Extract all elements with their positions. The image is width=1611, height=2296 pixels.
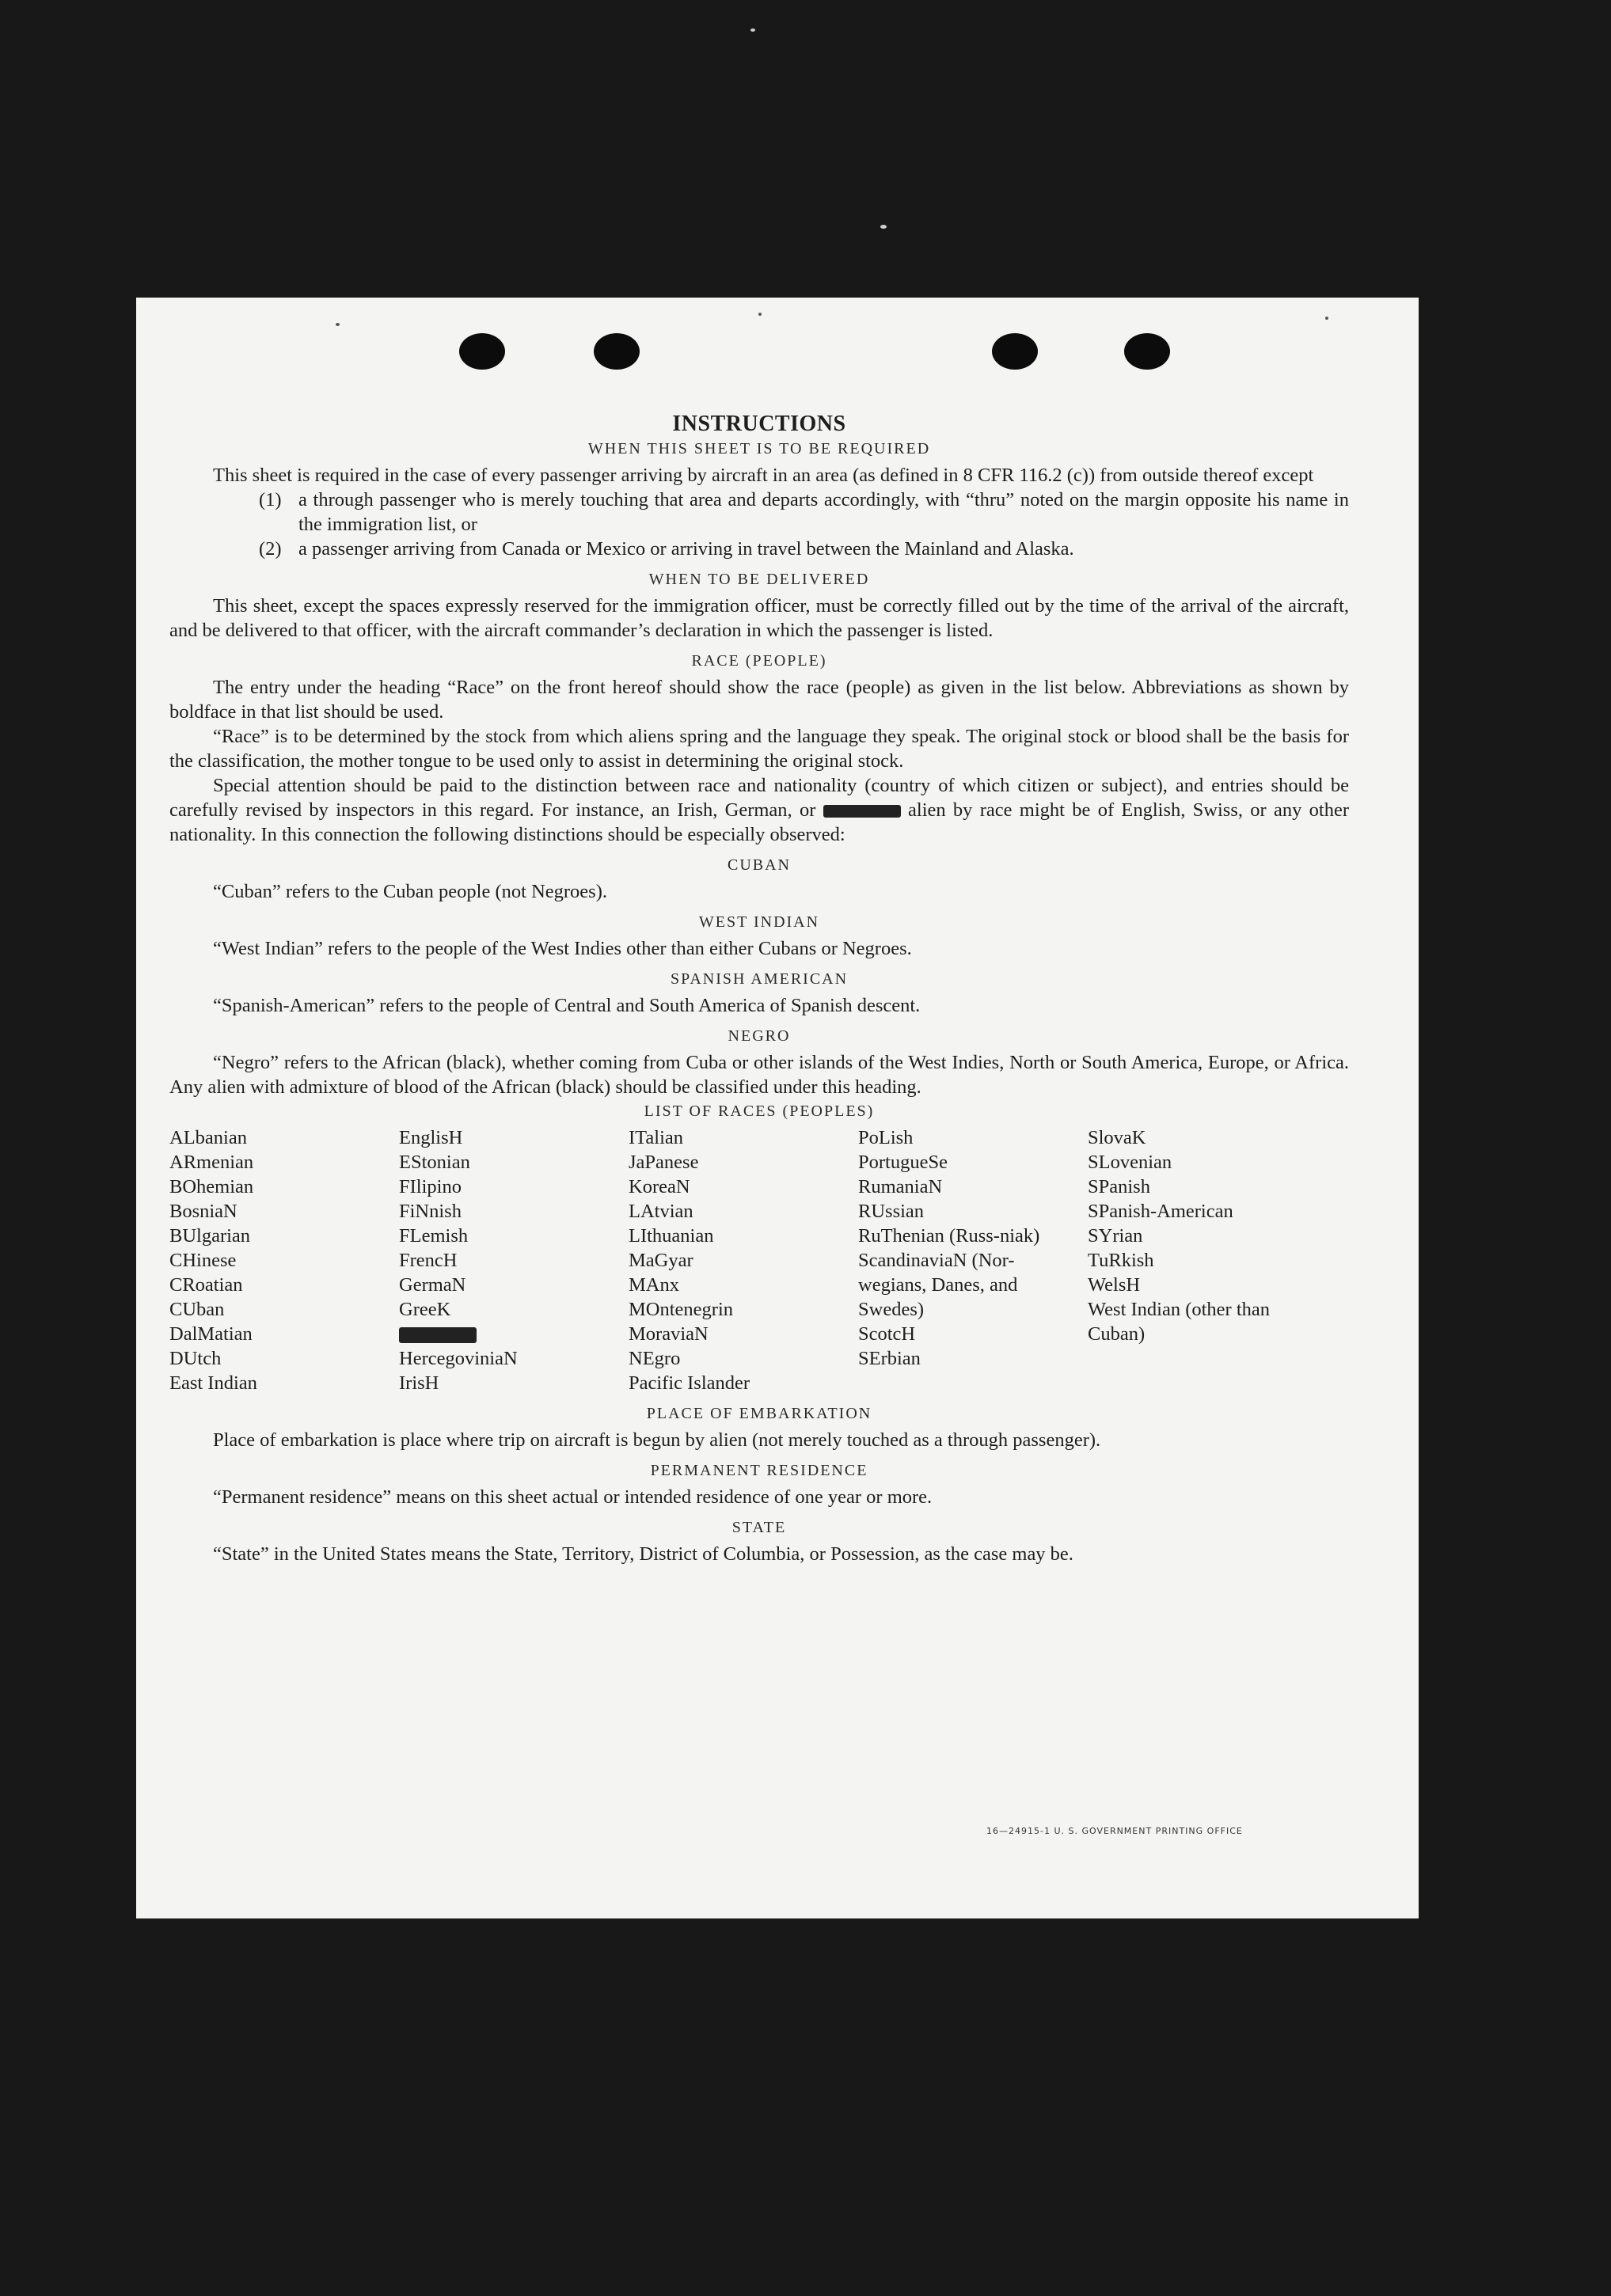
instruction-sheet: [136, 298, 1419, 1918]
punch-hole: [1124, 333, 1170, 370]
race-entry: LAtvian: [629, 1201, 693, 1222]
race-entry: FrencH: [399, 1250, 458, 1271]
paragraph: “Negro” refers to the African (black), whether coming from Cuba or other islands of the West Indies, North or South America, Europe, or Africa. Any alien with admixture of blood of the African (black) should be classified under this heading.: [169, 1052, 1349, 1098]
paper-mark: [1325, 317, 1328, 320]
scan-speck: [880, 225, 887, 229]
race-column: [1088, 1125, 1325, 1395]
race-entry: SPanish-American: [1088, 1201, 1233, 1222]
race-entry: BosniaN: [169, 1201, 237, 1222]
race-entry: WelsH: [1088, 1274, 1141, 1296]
paper-mark: [758, 313, 762, 316]
race-entry: DUtch: [169, 1348, 222, 1369]
race-entry: MaGyar: [629, 1250, 693, 1271]
race-entry: ARmenian: [169, 1152, 254, 1173]
race-column: [169, 1125, 399, 1395]
race-entry: MoraviaN: [629, 1323, 709, 1345]
race-entry: FLemish: [399, 1225, 469, 1247]
paragraph: Place of embarkation is place where trip on aircraft is begun by alien (not merely touched as a through passenger).: [213, 1429, 1101, 1451]
race-entry: MOntenegrin: [629, 1299, 733, 1320]
section-heading: PLACE OF EMBARKATION: [646, 1405, 872, 1422]
race-entry: SLovenian: [1088, 1152, 1172, 1173]
race-entry: RumaniaN: [858, 1176, 943, 1197]
race-entry: ScotcH: [858, 1323, 916, 1345]
paragraph: “State” in the United States means the State, Territory, District of Columbia, or Possession, as the case may be.: [213, 1543, 1073, 1565]
race-entry: JaPanese: [629, 1152, 699, 1173]
race-column: [399, 1125, 629, 1395]
race-entry: FIlipino: [399, 1176, 462, 1197]
paper-mark: [336, 323, 340, 326]
race-entry: CRoatian: [169, 1274, 243, 1296]
list-item: [169, 488, 1349, 537]
race-entry: GreeK: [399, 1299, 451, 1320]
race-entry: IrisH: [399, 1372, 439, 1394]
item-text: a passenger arriving from Canada or Mexico or arriving in travel between the Mainland and Alaska.: [298, 538, 1074, 560]
race-entry: West Indian (other than Cuban): [1088, 1299, 1271, 1345]
race-entry: LIthuanian: [629, 1225, 714, 1247]
paragraph: [169, 773, 1349, 847]
race-entry: ITalian: [629, 1127, 684, 1148]
punch-hole: [459, 333, 505, 370]
race-column: [629, 1125, 858, 1395]
page-title: INSTRUCTIONS: [672, 412, 846, 436]
item-number: (1): [259, 489, 282, 510]
race-entry: Pacific Islander: [629, 1372, 750, 1394]
punch-hole: [992, 333, 1038, 370]
section-heading: LIST OF RACES (PEOPLES): [644, 1102, 875, 1120]
scan-speck: [750, 28, 755, 32]
race-entry: KoreaN: [629, 1176, 690, 1197]
race-entry: EStonian: [399, 1152, 470, 1173]
race-column: [858, 1125, 1088, 1395]
race-entry: SPanish: [1088, 1176, 1150, 1197]
race-entry: SErbian: [858, 1348, 921, 1369]
race-entry: RuThenian (Russ-niak): [858, 1225, 1040, 1247]
section-heading: SPANISH AMERICAN: [670, 970, 849, 988]
section-heading: NEGRO: [728, 1027, 791, 1045]
paragraph: “West Indian” refers to the people of the West Indies other than either Cubans or Negroes.: [213, 938, 912, 959]
race-entry: East Indian: [169, 1372, 257, 1394]
section-heading: PERMANENT RESIDENCE: [650, 1462, 868, 1479]
section-heading: RACE (PEOPLE): [691, 652, 827, 670]
race-entry: SYrian: [1088, 1225, 1143, 1247]
paragraph: “Spanish-American” refers to the people of Central and South America of Spanish descent.: [213, 995, 921, 1016]
race-entry: TuRkish: [1088, 1250, 1154, 1271]
paragraph: This sheet, except the spaces expressly reserved for the immigration officer, must be correctly filled out by the time of the arrival of the aircraft, and be delivered to that officer, with the aircraft commander’s declaration in which the passenger is listed.: [169, 595, 1349, 641]
race-entry: SlovaK: [1088, 1127, 1146, 1148]
redacted-race-entry: [399, 1322, 629, 1346]
section-heading: STATE: [731, 1519, 787, 1536]
race-entry: NEgro: [629, 1348, 681, 1369]
redaction-mark: [399, 1327, 477, 1343]
race-entry: CUban: [169, 1299, 225, 1320]
race-list: [169, 1125, 1349, 1395]
section-heading: CUBAN: [727, 856, 791, 874]
item-text: a through passenger who is merely touching that area and departs accordingly, with “thru” noted on the margin opposite his name in the immigration list, or: [298, 489, 1349, 535]
paragraph: “Cuban” refers to the Cuban people (not Negroes).: [213, 881, 607, 902]
punch-hole: [594, 333, 640, 370]
list-item: [169, 537, 1349, 561]
race-entry: BOhemian: [169, 1176, 254, 1197]
item-number: (2): [259, 538, 282, 560]
race-entry: ALbanian: [169, 1127, 247, 1148]
race-entry: HercegoviniaN: [399, 1348, 518, 1369]
race-entry: EnglisH: [399, 1127, 463, 1148]
race-entry: PoLish: [858, 1127, 914, 1148]
section-heading: WEST INDIAN: [698, 913, 820, 931]
race-entry: FiNnish: [399, 1201, 462, 1222]
race-entry: MAnx: [629, 1274, 679, 1296]
paragraph: The entry under the heading “Race” on the front hereof should show the race (people) as given in the list below. Abbreviations as shown by boldface in that list should be used.: [169, 677, 1349, 723]
section-heading: WHEN THIS SHEET IS TO BE REQUIRED: [587, 440, 931, 457]
paragraph: This sheet is required in the case of every passenger arriving by aircraft in an area (as defined in 8 CFR 116.2 (c)) from outside thereof except: [213, 465, 1314, 486]
printer-imprint: 16—24915-1 U. S. GOVERNMENT PRINTING OFFICE: [986, 1826, 1243, 1836]
redaction-mark: [823, 805, 901, 818]
race-entry: DalMatian: [169, 1323, 253, 1345]
race-entry: RUssian: [858, 1201, 925, 1222]
race-entry: GermaN: [399, 1274, 466, 1296]
race-entry: PortugueSe: [858, 1152, 948, 1173]
race-entry: ScandinaviaN (Nor-wegians, Danes, and Swedes): [858, 1250, 1018, 1320]
race-entry: BUlgarian: [169, 1225, 251, 1247]
paragraph: “Race” is to be determined by the stock from which aliens spring and the language they speak. The original stock or blood shall be the basis for the classification, the mother tongue to be used only to assist in determining the original stock.: [169, 726, 1349, 772]
instructions-content: [169, 412, 1349, 1566]
paragraph-part: Special attention should be paid to the distinction between race and nationality (country of which citizen or subject), and entries should be carefully revised by inspectors in this regard. For instance, an Irish, German, or: [169, 775, 1349, 821]
section-heading: WHEN TO BE DELIVERED: [648, 571, 870, 588]
paragraph-part: alien by race might be of English, Swiss, or any other nationality. In this connection the following distinctions should be especially observed:: [169, 799, 1350, 845]
race-entry: CHinese: [169, 1250, 237, 1271]
paragraph: “Permanent residence” means on this sheet actual or intended residence of one year or more.: [213, 1486, 933, 1508]
